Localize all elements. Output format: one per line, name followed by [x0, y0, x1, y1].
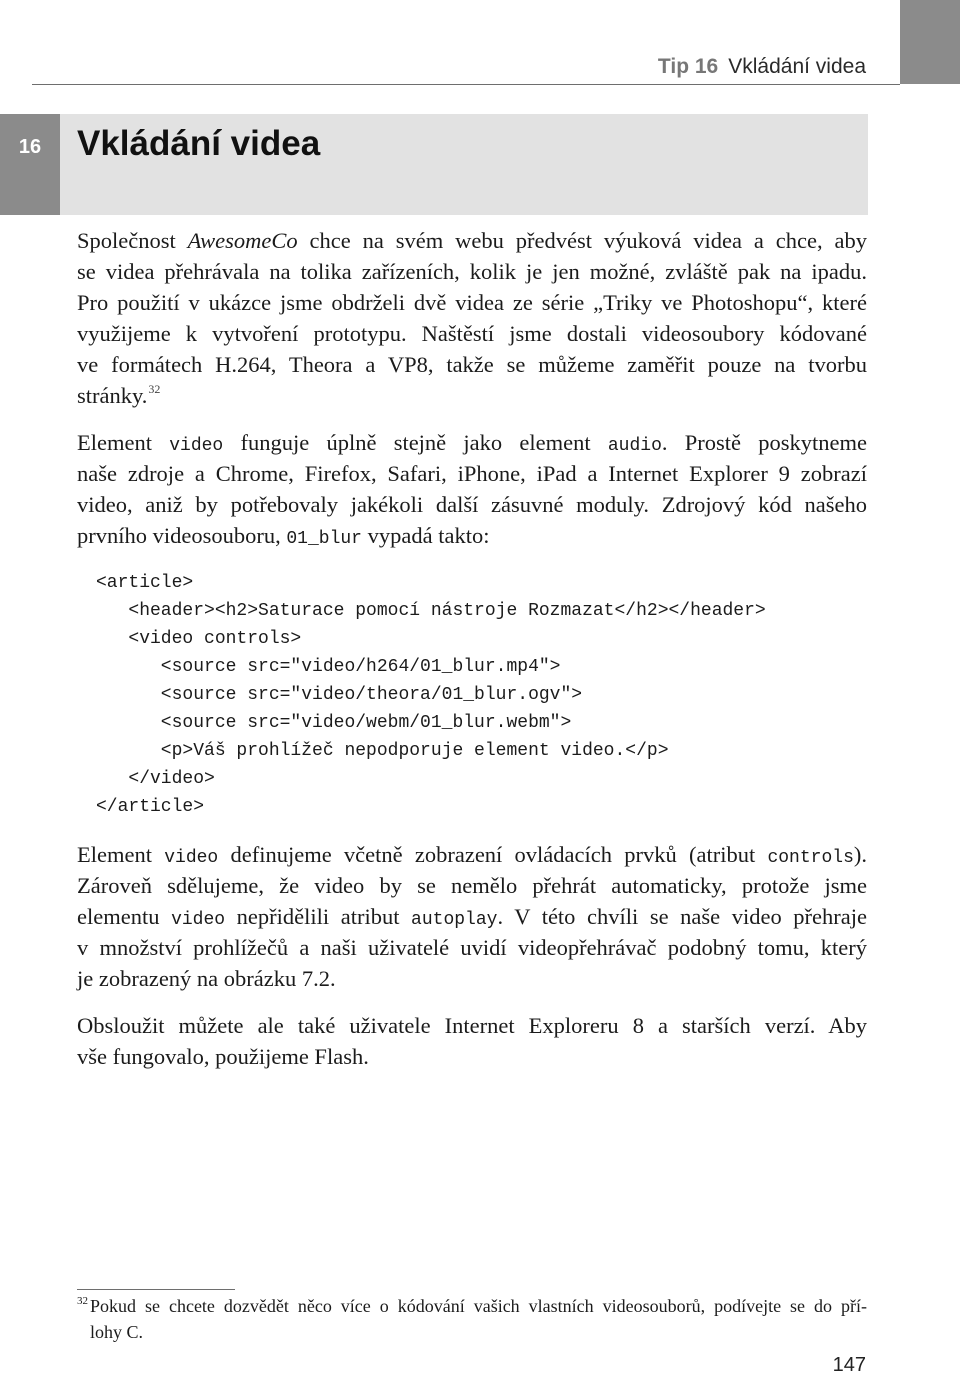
chapter-number-tab: 16 — [0, 114, 60, 215]
text-run: vše fungovalo, použijeme Flash. — [77, 1044, 369, 1069]
text-run: . V této chvíli se naše video přehraje — [497, 904, 868, 929]
text-run: video, aniž by potřebovaly jakékoli další zásuvné moduly. Zdrojový kód našeho — [77, 492, 867, 517]
text-run: Zároveň sdělujeme, že video by se nemělo přehrát automaticky, protože jsme — [77, 873, 867, 898]
text-run: vypadá takto: — [361, 523, 490, 548]
italic-company-name: AwesomeCo — [187, 228, 298, 253]
code-listing — [96, 569, 766, 821]
text-run: je zobrazený na obrázku 7.2. — [77, 966, 336, 991]
page-number: 147 — [832, 1354, 866, 1376]
text-run: funguje úplně stejně jako element — [223, 430, 608, 455]
footnote-line: lohy C. — [90, 1322, 144, 1342]
inline-code: audio — [607, 436, 662, 456]
footnote — [77, 1293, 867, 1345]
running-header — [658, 54, 866, 80]
footnote-rule — [77, 1289, 235, 1290]
text-run: definujeme včetně zobrazení ovládacích prvků (atribut — [218, 842, 768, 867]
text-line — [77, 225, 867, 256]
text-line — [77, 349, 867, 380]
code-line: <source src="video/webm/01_blur.webm"> — [96, 713, 572, 733]
text-run: chce na svém webu předvést výuková videa a chce, aby — [297, 228, 867, 253]
inline-code: video — [169, 436, 224, 456]
text-run: Obsloužit můžete ale také uživatele Internet Exploreru 8 a starších verzí. Aby — [77, 1013, 867, 1038]
code-line: <source src="video/theora/01_blur.ogv"> — [96, 685, 583, 705]
inline-code: video — [164, 848, 219, 868]
text-run: Společnost — [77, 228, 188, 253]
code-line: <header><h2>Saturace pomocí nástroje Rozmazat</h2></header> — [96, 601, 766, 621]
inline-code: autoplay — [411, 910, 498, 930]
footnote-line: Pokud se chcete dozvědět něco více o kódování vašich vlastních videosouborů, podívejte se do pří- — [90, 1296, 867, 1316]
code-line: <article> — [96, 573, 194, 593]
text-line — [77, 489, 867, 520]
text-line — [77, 839, 867, 870]
text-line — [77, 520, 867, 551]
text-run: Element — [77, 430, 170, 455]
text-run: nepřidělili atribut — [225, 904, 412, 929]
footnote-reference: 32 — [148, 382, 161, 396]
paragraph-controls — [77, 839, 867, 994]
text-line — [77, 427, 867, 458]
inline-code: controls — [767, 848, 854, 868]
paragraph-intro — [77, 225, 867, 411]
text-line — [77, 287, 867, 318]
text-run: v množství prohlížečů a naši uživatelé uvidí videopřehrávač podobný tomu, který — [77, 935, 867, 960]
text-run: Element — [77, 842, 165, 867]
code-line: <source src="video/h264/01_blur.mp4"> — [96, 657, 561, 677]
chapter-title: Vkládání videa — [77, 124, 321, 163]
text-run: prvního videosouboru, — [77, 523, 287, 548]
running-header-tip-number: Tip 16 — [657, 55, 719, 78]
text-line — [77, 901, 867, 932]
text-line — [77, 963, 867, 994]
text-run: se videa přehrávala na tolika zařízeních, kolik je jen možné, zvláště pak na ipadu. — [77, 259, 867, 284]
text-line — [77, 1041, 867, 1072]
paragraph-flash-fallback — [77, 1010, 867, 1072]
text-line — [77, 380, 867, 411]
text-run: stránky. — [77, 383, 148, 408]
paragraph-video-element — [77, 427, 867, 551]
code-line: </article> — [96, 797, 205, 817]
text-run: ). — [853, 842, 867, 867]
corner-thumb-tab — [900, 0, 960, 84]
inline-code: 01_blur — [286, 529, 362, 549]
text-line — [77, 870, 867, 901]
text-run: ve formátech H.264, Theora a VP8, takže se můžeme zaměřit pouze na tvorbu — [77, 352, 867, 377]
text-line — [77, 932, 867, 963]
code-line: <p>Váš prohlížeč nepodporuje element video.</p> — [96, 741, 669, 761]
code-line: </video> — [96, 769, 215, 789]
text-line — [77, 458, 867, 489]
text-run: . Prostě poskytneme — [661, 430, 867, 455]
text-run: elementu — [77, 904, 172, 929]
text-run: využijeme k vytvoření prototypu. Naštěstí jsme dostali videosoubory kódované — [77, 321, 867, 346]
footnote-marker: 32 — [77, 1295, 88, 1307]
footnote-text — [90, 1293, 867, 1345]
text-line — [77, 1010, 867, 1041]
code-line: <video controls> — [96, 629, 302, 649]
chapter-title-band — [60, 114, 868, 215]
text-line — [77, 256, 867, 287]
text-line — [77, 318, 867, 349]
header-rule — [32, 84, 900, 85]
inline-code: video — [171, 910, 226, 930]
running-header-title: Vkládání videa — [728, 55, 866, 78]
text-run: naše zdroje a Chrome, Firefox, Safari, iPhone, iPad a Internet Explorer 9 zobrazí — [77, 461, 867, 486]
text-run: Pro použití v ukázce jsme obdrželi dvě videa ze série „Triky ve Photoshopu“, které — [77, 290, 867, 315]
